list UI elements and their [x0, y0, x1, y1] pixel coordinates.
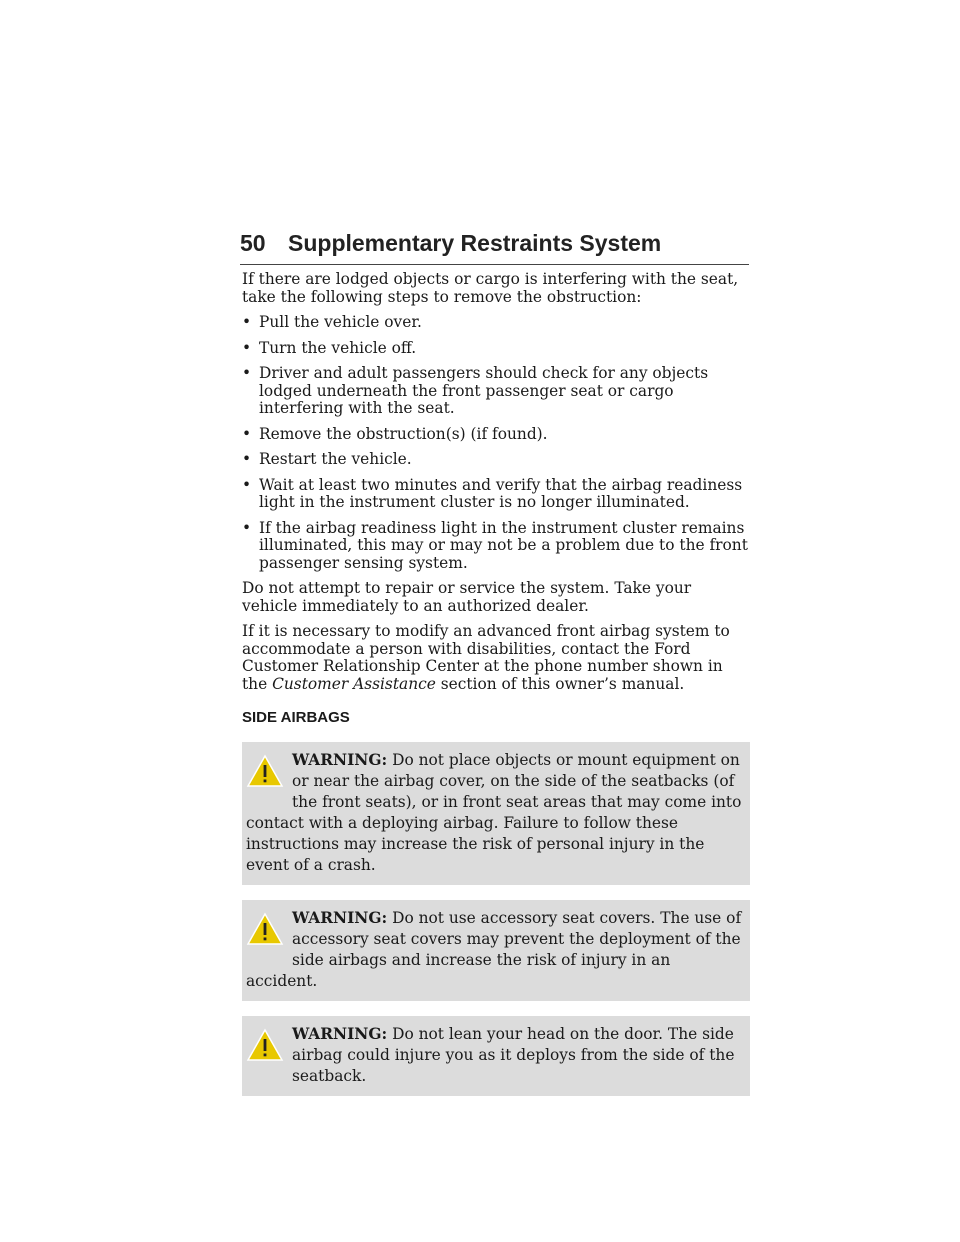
modify-text-after: section of this owner’s manual. — [435, 674, 685, 693]
warning-box — [242, 742, 750, 885]
list-item — [242, 314, 750, 332]
list-item — [242, 340, 750, 358]
page-number: 50 — [240, 230, 266, 256]
warning-triangle-icon — [246, 912, 286, 956]
bullet-icon: • — [242, 475, 252, 494]
list-item — [242, 520, 750, 573]
page-content — [242, 271, 750, 1111]
warning-box — [242, 900, 750, 1001]
list-item-text: Turn the vehicle off. — [259, 338, 417, 357]
list-item — [242, 477, 750, 512]
warning-label: WARNING: — [292, 1024, 388, 1043]
list-item-text: Pull the vehicle over. — [259, 313, 422, 331]
list-item-text: If the airbag readiness light in the instrument cluster remains illuminated, this may or may not be a problem due to the front passenger sensing system. — [259, 518, 748, 572]
section-title: Supplementary Restraints System — [288, 230, 662, 256]
intro-paragraph: If there are lodged objects or cargo is interfering with the seat, take the following steps to remove the obstruction: — [242, 270, 739, 306]
list-item-text: Wait at least two minutes and verify that the airbag readiness light in the instrument cluster is no longer illuminated. — [259, 475, 743, 511]
page-header — [240, 228, 749, 265]
warning-label: WARNING: — [292, 908, 388, 927]
warning-text: Do not place objects or mount equipment on or near the airbag cover, on the side of the seatbacks (of the front seats), or in front seat areas that may come into contact with a deploying airbag. Failure to follow these instructions may increase the risk of personal injury in the event of a crash. — [246, 750, 742, 874]
customer-assistance-reference: Customer Assistance — [272, 674, 436, 693]
warning-box — [242, 1016, 750, 1096]
warning-label: WARNING: — [292, 750, 388, 769]
list-item — [242, 451, 750, 469]
bullet-icon: • — [242, 518, 252, 537]
list-item — [242, 365, 750, 418]
side-airbags-heading: SIDE AIRBAGS — [242, 709, 350, 726]
bullet-icon: • — [242, 364, 252, 382]
list-item-text: Restart the vehicle. — [259, 450, 412, 468]
list-item-text: Remove the obstruction(s) (if found). — [259, 424, 548, 443]
modify-text-before: If it is necessary to modify an advanced front airbag system to accommodate a person with disabilities, contact the Ford Customer Relationship Center at the phone number shown in the — [242, 622, 730, 693]
warning-text: Do not use accessory seat covers. The use of accessory seat covers may prevent the deployment of the side airbags and increase the risk of injury in an accident. — [246, 908, 742, 990]
bullet-icon: • — [242, 313, 252, 331]
warning-triangle-icon — [246, 1028, 286, 1072]
steps-list — [242, 314, 750, 572]
warning-triangle-icon — [246, 754, 286, 798]
modify-paragraph — [242, 623, 750, 693]
bullet-icon: • — [242, 450, 252, 468]
bullet-icon: • — [242, 338, 252, 357]
repair-paragraph: Do not attempt to repair or service the system. Take your vehicle immediately to an authorized dealer. — [242, 579, 692, 615]
bullet-icon: • — [242, 424, 252, 443]
list-item-text: Driver and adult passengers should check for any objects lodged underneath the front passenger seat or cargo interfering with the seat. — [259, 364, 709, 417]
warning-text: Do not lean your head on the door. The side airbag could injure you as it deploys from the side of the seatback. — [292, 1024, 735, 1085]
list-item — [242, 426, 750, 444]
